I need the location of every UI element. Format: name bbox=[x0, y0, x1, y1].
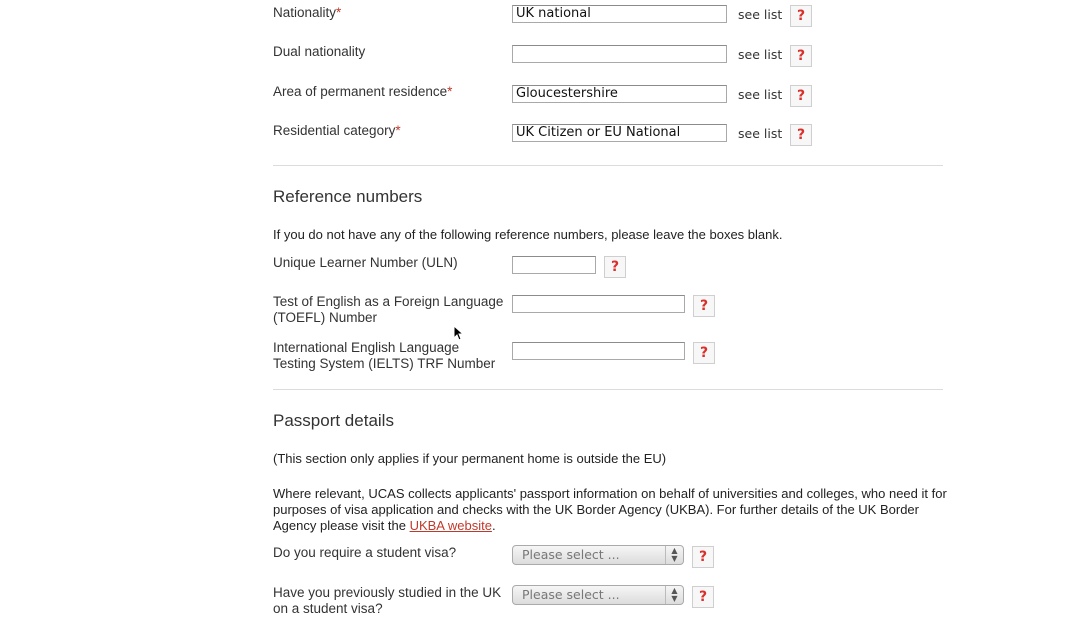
reference-intro-text: If you do not have any of the following reference numbers, please leave the boxes blank. bbox=[273, 227, 783, 242]
ielts-label: International English Language Testing System (IELTS) TRF Number bbox=[273, 340, 496, 371]
residential-category-input[interactable]: UK Citizen or EU National bbox=[512, 124, 727, 142]
toefl-input[interactable] bbox=[512, 295, 685, 313]
residence-input[interactable]: Gloucestershire bbox=[512, 85, 727, 103]
residential-category-label: Residential category* bbox=[273, 123, 401, 138]
reference-numbers-heading: Reference numbers bbox=[273, 187, 423, 206]
residential-category-help-icon[interactable]: ? bbox=[790, 124, 812, 146]
select-arrows-icon: ▲ ▼ bbox=[665, 546, 683, 564]
student-visa-label: Do you require a student visa? bbox=[273, 545, 457, 560]
toefl-help-icon[interactable]: ? bbox=[693, 295, 715, 317]
toefl-label: Test of English as a Foreign Language (TOEFL) Number bbox=[273, 294, 504, 325]
dual-nationality-input[interactable] bbox=[512, 45, 727, 63]
nationality-label: Nationality* bbox=[273, 5, 342, 20]
select-arrows-icon: ▲ ▼ bbox=[665, 586, 683, 604]
residence-see-list-link[interactable]: see list bbox=[738, 87, 783, 102]
mouse-pointer-icon bbox=[453, 325, 463, 341]
required-marker: * bbox=[395, 123, 401, 138]
dual-nationality-help-icon[interactable]: ? bbox=[790, 45, 812, 67]
section-divider bbox=[273, 389, 943, 390]
dual-nationality-label: Dual nationality bbox=[273, 44, 366, 59]
uln-label: Unique Learner Number (ULN) bbox=[273, 255, 458, 270]
uln-input[interactable] bbox=[512, 256, 596, 274]
passport-note-text: (This section only applies if your permanent home is outside the EU) bbox=[273, 451, 667, 466]
nationality-see-list-link[interactable]: see list bbox=[738, 7, 783, 22]
required-marker: * bbox=[447, 84, 453, 99]
passport-info-paragraph: Where relevant, UCAS collects applicants' passport information on behalf of universities and colleges, who need it for purposes of visa application and checks with the UK Border Agency (UKBA). For further details of the UK Border Agency please visit the UKBA website. bbox=[273, 486, 947, 533]
residence-help-icon[interactable]: ? bbox=[790, 85, 812, 107]
passport-details-heading: Passport details bbox=[273, 411, 394, 430]
previous-study-label: Have you previously studied in the UK on a student visa? bbox=[273, 585, 502, 616]
residence-label: Area of permanent residence* bbox=[273, 84, 453, 99]
ielts-help-icon[interactable]: ? bbox=[693, 342, 715, 364]
dual-nationality-see-list-link[interactable]: see list bbox=[738, 47, 783, 62]
student-visa-select[interactable]: Please select ... ▲ ▼ bbox=[512, 545, 684, 565]
ukba-website-link[interactable]: UKBA website bbox=[409, 518, 492, 533]
uln-help-icon[interactable]: ? bbox=[604, 256, 626, 278]
nationality-help-icon[interactable]: ? bbox=[790, 5, 812, 27]
section-divider bbox=[273, 165, 943, 166]
student-visa-help-icon[interactable]: ? bbox=[692, 546, 714, 568]
previous-study-help-icon[interactable]: ? bbox=[692, 586, 714, 608]
previous-study-select[interactable]: Please select ... ▲ ▼ bbox=[512, 585, 684, 605]
ielts-input[interactable] bbox=[512, 342, 685, 360]
required-marker: * bbox=[336, 5, 342, 20]
nationality-input[interactable]: UK national bbox=[512, 5, 727, 23]
residential-category-see-list-link[interactable]: see list bbox=[738, 126, 783, 141]
